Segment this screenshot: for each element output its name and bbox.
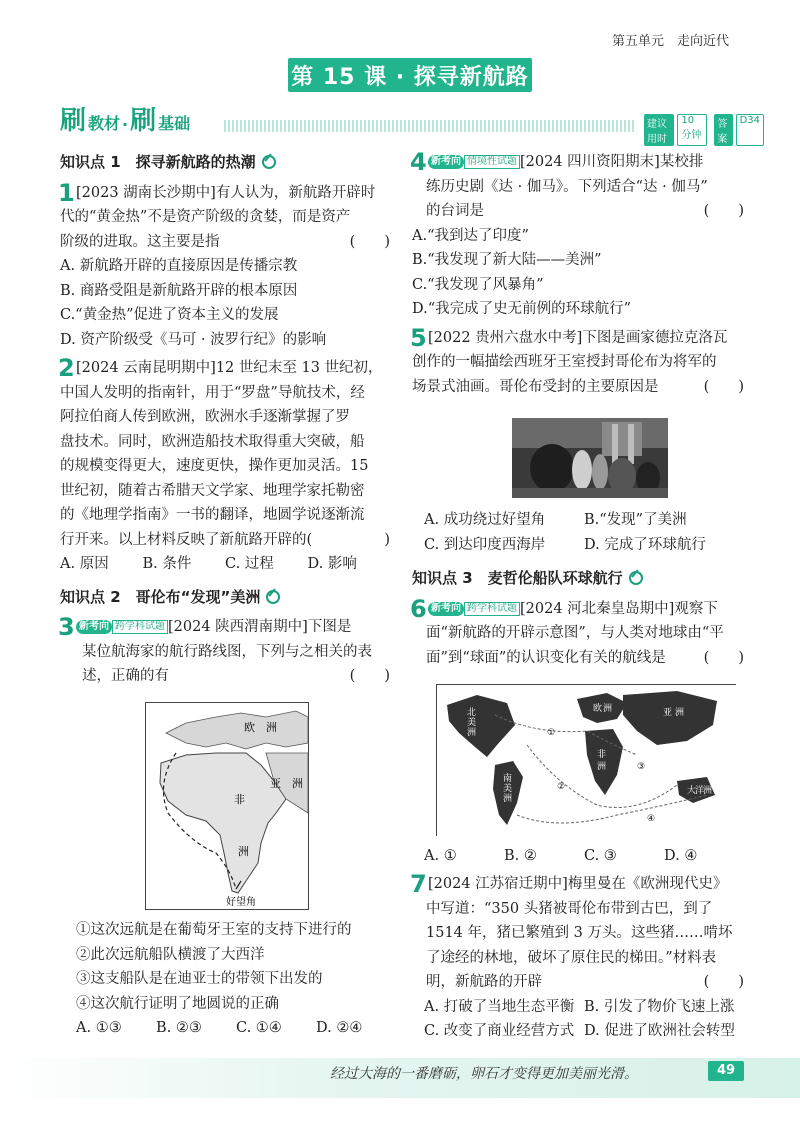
- option-b[interactable]: B. ②: [504, 848, 537, 864]
- europe-label-1: 欧: [593, 704, 603, 714]
- option-b[interactable]: B. 引发了物价飞速上涨: [584, 998, 735, 1015]
- asia-label-1: 亚: [663, 708, 673, 718]
- new-trend-tag: 新考向: [428, 602, 464, 616]
- europe-label-2: 洲: [603, 704, 613, 714]
- knowledge-point-2: 知识点 2 哥伦布“发现”美洲: [60, 585, 390, 610]
- africa-label-1: 非: [597, 750, 607, 760]
- question-6-options: [424, 844, 744, 869]
- answer-blank[interactable]: ( ): [349, 668, 390, 684]
- question-type-tag: 跨学科试题: [112, 620, 168, 634]
- oil-painting-image: [512, 418, 668, 498]
- question-7: 7 [2024 江苏宿迁期中]梅里曼在《欧洲现代史》 中写道：“350 头猪被哥伦布带到古巴，到了 1514 年，猪已繁殖到 3 万头。这些猪……啃坏 了途经的林地，破坏了原住民的梯田。”材料表 明，新航路的开辟 ( ) A. 打破了当地生态平衡 B. 引发了物价飞速上涨 C. 改变了商业经营方式 D. 促进了欧洲社会转型: [412, 872, 744, 1044]
- new-routes-world-map: [436, 684, 736, 836]
- new-trend-tag: 新考向: [428, 155, 464, 169]
- time-suggestion: 建议用时 10 分钟 答案 D34: [644, 114, 764, 146]
- option-b[interactable]: B. 条件: [142, 556, 192, 572]
- option-c[interactable]: C.“我发现了风暴角”: [412, 276, 544, 293]
- section-banner: [56, 106, 764, 145]
- south-america-label-1: 南: [503, 774, 513, 784]
- question-number: 2: [58, 354, 75, 382]
- statement-3: ③这支船队是在迪亚士的带领下出发的: [76, 971, 323, 987]
- option-a[interactable]: A.“我到达了印度”: [412, 227, 529, 244]
- africa-label-2: 洲: [238, 845, 249, 858]
- world-map-svg: [437, 685, 737, 837]
- option-c[interactable]: C. 到达印度西海岸: [424, 536, 546, 553]
- answer-blank[interactable]: ( ): [703, 203, 744, 219]
- cape-of-good-hope-label: 好望角: [226, 897, 256, 908]
- question-3-statements: [76, 918, 396, 1041]
- option-a[interactable]: A. 原因: [60, 556, 109, 572]
- option-a[interactable]: A. 打破了当地生态平衡: [424, 998, 575, 1015]
- option-a[interactable]: A. ①③: [76, 1020, 122, 1036]
- answer-blank[interactable]: ( ): [349, 233, 390, 250]
- option-c[interactable]: C. 改变了商业经营方式: [424, 1023, 575, 1039]
- answer-blank[interactable]: ( ): [703, 378, 744, 395]
- south-america-label-2: 美: [503, 784, 513, 794]
- question-type-tag: 跨学科试题: [464, 602, 520, 616]
- africa-label-2: 洲: [597, 762, 607, 772]
- oceania-label-1: 大: [687, 786, 697, 796]
- question-number: 5: [410, 323, 427, 352]
- africa-map-svg: [146, 703, 310, 911]
- banner-stripe: [224, 120, 636, 132]
- target-icon: [262, 155, 276, 169]
- route-4-label: ④: [647, 814, 656, 824]
- north-america-label-1: 北: [467, 708, 477, 718]
- north-america-label-3: 洲: [467, 728, 477, 738]
- unit-label: 第五单元 走向近代: [612, 34, 730, 49]
- page-number: 49: [708, 1061, 744, 1081]
- option-b[interactable]: B.“发现”了美洲: [584, 512, 687, 528]
- option-c[interactable]: C.“黄金热”促进了资本主义的发展: [60, 307, 279, 323]
- option-d[interactable]: D.“我完成了史无前例的环球航行”: [412, 301, 632, 317]
- asia-label-2: 洲: [675, 708, 685, 718]
- option-b[interactable]: B. 商路受阻是新航路开辟的根本原因: [60, 282, 298, 299]
- question-1: 1 [2023 湖南长沙期中]有人认为，新航路开辟时 代的“黄金热”不是资产阶级的贪婪，而是资产 阶级的进取。这主要是指 ( ) A. 新航路开辟的直接原因是传播宗教 B. 商路受阻是新航路开辟的根本原因 C.“黄金热”促进了资本主义的发展 D. 资产阶级受《马可 · 波罗行纪》的影响: [60, 181, 390, 353]
- knowledge-point-1: 知识点 1 探寻新航路的热潮: [60, 150, 390, 175]
- statement-4: ④这次航行证明了地圆说的正确: [76, 995, 279, 1012]
- answer-blank[interactable]: ( ): [703, 974, 744, 990]
- option-c[interactable]: C. ①④: [236, 1020, 282, 1036]
- question-type-tag: 情境性试题: [464, 155, 520, 169]
- new-trend-tag: 新考向: [76, 620, 112, 634]
- oceania-label-3: 洲: [703, 786, 713, 796]
- answer-blank[interactable]: ): [369, 531, 390, 548]
- left-column: [60, 150, 390, 689]
- route-1-label: ①: [547, 728, 556, 738]
- right-column: [412, 150, 744, 399]
- question-6: 6 新考向 跨学科试题 [2024 河北秦皇岛期中]观察下 面“新航路的开辟示意图”，与人类对地球由“平 面”到“球面”的认识变化有关的航线是 ( ): [412, 597, 744, 671]
- oceania-label-2: 洋: [695, 786, 705, 796]
- option-a[interactable]: A. 新航路开辟的直接原因是传播宗教: [60, 258, 298, 274]
- question-number: 3: [58, 613, 75, 641]
- question-number: 7: [410, 870, 427, 898]
- statement-2: ②此次远航船队横渡了大西洋: [76, 946, 265, 963]
- asia-label: 亚 洲: [270, 777, 303, 790]
- south-america-label-3: 洲: [503, 794, 513, 804]
- footer-slogan: 经过大海的一番磨砺，卵石才变得更加美丽光滑。: [330, 1066, 638, 1082]
- lesson-title: 第 15 课 · 探寻新航路: [288, 58, 532, 92]
- voyage-route-map: [145, 702, 309, 910]
- north-america-label-2: 美: [467, 718, 477, 728]
- target-icon: [266, 590, 280, 604]
- question-4: 4 新考向 情境性试题 [2024 四川资阳期末]某校排 练历史剧《达 · 伽马》。下列适合“达 · 伽马” 的台词是 ( ) A.“我到达了印度” B.“我发现了新大陆——美洲” C.“我发现了风暴角” D.“我完成了史无前例的环球航行”: [412, 150, 744, 322]
- target-icon: [629, 571, 643, 585]
- question-5: 5 [2022 贵州六盘水中考]下图是画家德拉克洛瓦 创作的一幅描绘西班牙王室授封哥伦布为将军的 场景式油画。哥伦布受封的主要原因是 ( ): [412, 326, 744, 400]
- option-b[interactable]: B. ②③: [156, 1020, 202, 1036]
- question-number: 6: [410, 594, 427, 623]
- answer-blank[interactable]: ( ): [703, 649, 744, 666]
- option-d[interactable]: D. 资产阶级受《马可 · 波罗行纪》的影响: [60, 331, 327, 348]
- option-a[interactable]: A. 成功绕过好望角: [424, 512, 546, 528]
- question-number: 4: [410, 148, 427, 176]
- option-b[interactable]: B.“我发现了新大陆——美洲”: [412, 252, 602, 268]
- question-5-options: [424, 508, 744, 557]
- option-d[interactable]: D. 完成了环球航行: [584, 536, 706, 553]
- question-3: 3 新考向 跨学科试题 [2024 陕西渭南期中]下图是 某位航海家的航行路线图，下列与之相关的表 述，正确的有 ( ): [60, 615, 390, 689]
- brand-logo: 刷 教材 · 刷 基础: [60, 106, 191, 136]
- right-column-lower: [412, 566, 744, 670]
- europe-label: 欧 洲: [244, 721, 277, 734]
- question-2: 2 [2024 云南昆明期中]12 世纪末至 13 世纪初， 中国人发明的指南针，用于“罗盘”导航技术，经 阿拉伯商人传到欧洲，欧洲水手逐渐掌握了罗 盘技术。同时，欧洲造船技术取得重大突破，船 的规模变得更大，速度更快，操作更加灵活。15 世纪初，随着古希腊天文学家、地理学家托勒密 的《地理学指南》一书的翻译，地圆学说逐渐流 行开来。以上材料反映了新航路开辟的( ) A. 原因 B. 条件 C. 过程 D. 影响: [60, 356, 390, 577]
- statement-1: ①这次远航是在葡萄牙王室的支持下进行的: [76, 922, 352, 938]
- option-d[interactable]: D. ④: [664, 848, 698, 864]
- option-d[interactable]: D. 促进了欧洲社会转型: [584, 1023, 735, 1039]
- question-number: 1: [58, 178, 75, 207]
- knowledge-point-3: 知识点 3 麦哲伦船队环球航行: [412, 566, 744, 591]
- option-c[interactable]: C. 过程: [225, 556, 274, 572]
- route-3-label: ③: [637, 762, 646, 772]
- option-d[interactable]: D. ②④: [316, 1020, 363, 1036]
- africa-label-1: 非: [234, 793, 245, 806]
- option-d[interactable]: D. 影响: [307, 556, 357, 572]
- option-a[interactable]: A. ①: [424, 848, 457, 864]
- option-c[interactable]: C. ③: [584, 848, 617, 864]
- route-2-label: ②: [557, 782, 566, 792]
